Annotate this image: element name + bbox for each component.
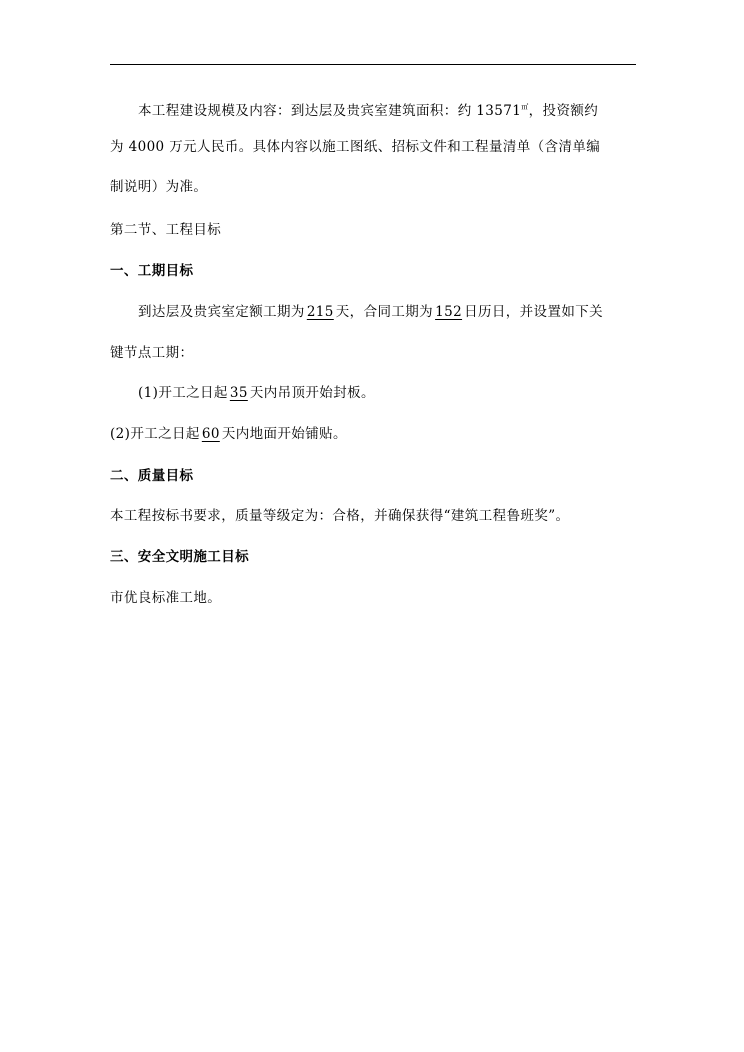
scope-text-1b: ，投资额约: [528, 103, 599, 119]
milestone-2-days: 60: [201, 426, 220, 442]
scope-line-1: [138, 98, 598, 120]
schedule-text-a: 到达层及贵宾室定额工期为: [138, 304, 305, 320]
schedule-paragraph-2: 键节点工期：: [110, 345, 194, 361]
quality-text: 本工程按标书要求，质量等级定为：合格，并确保获得“建筑工程鲁班奖”。: [110, 508, 570, 524]
section-title: 第二节、工程目标: [110, 222, 222, 238]
milestone-1-text-a: (1)开工之日起: [138, 385, 228, 401]
contract-days: 152: [435, 304, 463, 320]
milestone-1: [138, 384, 375, 402]
schedule-paragraph-1: [138, 303, 603, 321]
scope-line-3: 制说明）为准。: [110, 179, 208, 195]
scope-text-1: 本工程建设规模及内容：到达层及贵宾室建筑面积：约 13571: [138, 103, 522, 119]
quota-days: 215: [306, 304, 334, 320]
quality-heading: 二、质量目标: [110, 468, 194, 484]
safety-heading: 三、安全文明施工目标: [110, 549, 249, 565]
schedule-heading: 一、工期目标: [110, 263, 194, 279]
milestone-1-days: 35: [229, 385, 248, 401]
milestone-2-text-a: (2)开工之日起: [110, 426, 200, 442]
milestone-2-text-b: 天内地面开始铺贴。: [221, 426, 347, 442]
safety-text: 市优良标准工地。: [110, 590, 222, 606]
area-unit: ㎡: [521, 103, 529, 111]
scope-line-2: 为 4000 万元人民币。具体内容以施工图纸、招标文件和工程量清单（含清单编: [110, 139, 601, 155]
milestone-1-text-b: 天内吊顶开始封板。: [249, 385, 375, 401]
milestone-2: [110, 425, 347, 443]
header-rule: [110, 64, 636, 65]
schedule-text-c: 日历日，并设置如下关: [464, 304, 604, 320]
schedule-text-b: 天，合同工期为: [335, 304, 434, 320]
